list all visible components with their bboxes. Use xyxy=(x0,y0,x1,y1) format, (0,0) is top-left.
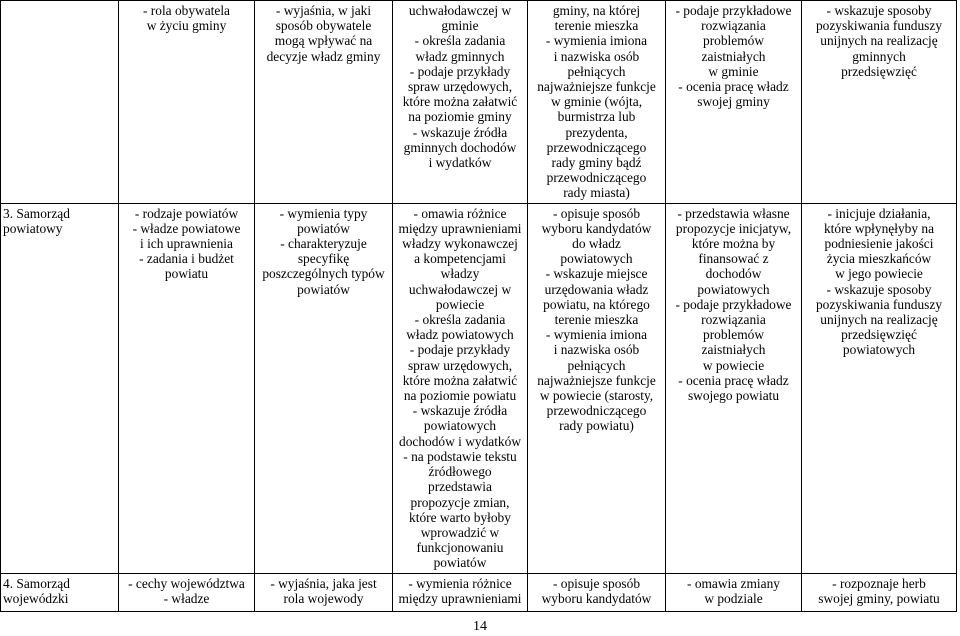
table-row xyxy=(1,203,957,573)
table-cell: - opisuje sposób wyboru kandydatów xyxy=(528,573,666,611)
table-cell: - rodzaje powiatów - władze powiatowe i ich uprawnienia - zadania i budżet powiatu xyxy=(119,203,255,573)
page-number: 14 xyxy=(473,619,487,634)
table-cell: - cechy województwa - władze xyxy=(119,573,255,611)
section-title-cell: 3. Samorząd powiatowy xyxy=(1,203,119,573)
table-cell: - przedstawia własne propozycje inicjatyw, które można by finansować z dochodów powiatowych - podaje przykładowe rozwiązania problemów zaistniałych w powiecie - ocenia pracę władz swojego powiatu xyxy=(666,203,802,573)
table-cell: - wyjaśnia, jaka jest rola wojewody xyxy=(255,573,393,611)
table-cell: - rozpoznaje herb swojej gminy, powiatu xyxy=(802,573,957,611)
table-cell: - rola obywatela w życiu gminy xyxy=(119,1,255,204)
table-cell: - opisuje sposób wyboru kandydatów do władz powiatowych - wskazuje miejsce urzędowania władz powiatu, na którego terenie mieszka - wymienia imiona i nazwiska osób pełniących najważniejsze funkcje w powiecie (starosty, przewodniczącego rady powiatu) xyxy=(528,203,666,573)
table-row xyxy=(1,573,957,611)
section-title-cell: 4. Samorząd wojewódzki xyxy=(1,573,119,611)
table-cell: - wymienia typy powiatów - charakteryzuje specyfikę poszczególnych typów powiatów xyxy=(255,203,393,573)
table-cell: - omawia zmiany w podziale xyxy=(666,573,802,611)
table-cell: - podaje przykładowe rozwiązania problemów zaistniałych w gminie - ocenia pracę władz swojej gminy xyxy=(666,1,802,204)
table-cell: - omawia różnice między uprawnieniami władzy wykonawczej a kompetencjami władzy uchwałodawczej w powiecie - określa zadania władz powiatowych - podaje przykłady spraw urzędowych, które można załatwić na poziomie powiatu - wskazuje źródła powiatowych dochodów i wydatków - na podstawie tekstu źródłowego przedstawia propozycje zmian, które warto byłoby wprowadzić w funkcjonowaniu powiatów xyxy=(393,203,528,573)
table-cell: uchwałodawczej w gminie - określa zadania władz gminnych - podaje przykłady spraw urzędowych, które można załatwić na poziomie gminy - wskazuje źródła gminnych dochodów i wydatków xyxy=(393,1,528,204)
table-cell: - inicjuje działania, które wpłynęłyby na podniesienie jakości życia mieszkańców w jego powiecie - wskazuje sposoby pozyskiwania funduszy unijnych na realizację przedsięwzięć powiatowych xyxy=(802,203,957,573)
table-cell xyxy=(1,1,119,204)
table-cell: gminy, na której terenie mieszka - wymienia imiona i nazwiska osób pełniących najważniejsze funkcje w gminie (wójta, burmistrza lub prezydenta, przewodniczącego rady gminy bądź przewodniczącego rady miasta) xyxy=(528,1,666,204)
table-cell: - wymienia różnice między uprawnieniami xyxy=(393,573,528,611)
table-cell: - wskazuje sposoby pozyskiwania funduszy unijnych na realizację gminnych przedsięwzięć xyxy=(802,1,957,204)
table-cell: - wyjaśnia, w jaki sposób obywatele mogą wpływać na decyzje władz gminy xyxy=(255,1,393,204)
table-row xyxy=(1,1,957,204)
